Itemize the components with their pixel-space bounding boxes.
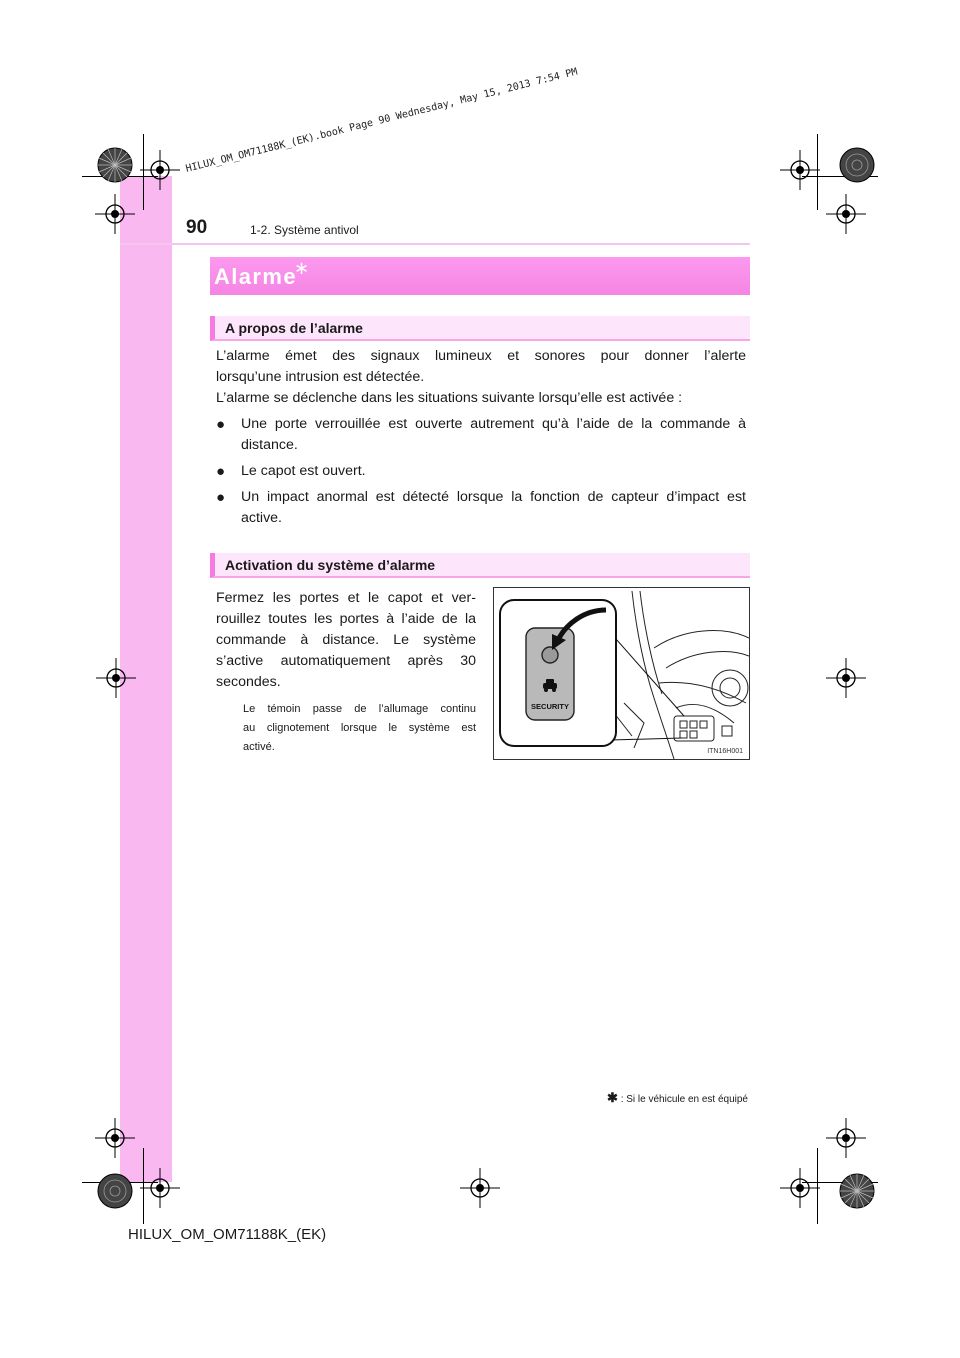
intro-line: lorsqu’une intrusion est détectée. [216, 369, 425, 385]
bullet-icon: ● [216, 416, 226, 433]
bullet-text: Une porte verrouillée est ouverte autrement qu’à l’aide de la commande à [241, 416, 746, 432]
crosshair-mark-icon [460, 1168, 500, 1208]
crosshair-mark-icon [780, 1168, 820, 1208]
body-line: rouillez toutes les portes à l’aide de la [216, 611, 476, 627]
crosshair-mark-icon [826, 658, 866, 698]
subhead-alarm-activation: Activation du système d’alarme [210, 553, 750, 578]
bullet-text: active. [241, 510, 283, 526]
title-bar [210, 257, 750, 295]
registration-target-icon [96, 146, 134, 184]
footnote-text: : Si le véhicule en est équipé [620, 1094, 748, 1105]
security-button-label: SECURITY [531, 702, 569, 711]
intro-line: L’alarme se déclenche dans les situations suivante lorsqu’elle est activée : [216, 390, 683, 406]
intro-line: L’alarme émet des signaux lumineux et sonores pour donner l’alerte [216, 348, 746, 364]
asterisk-icon: ✱ [607, 1090, 618, 1105]
subhead-about-alarm: A propos de l’alarme [210, 316, 750, 341]
registration-target-icon [838, 146, 876, 184]
registration-target-icon [96, 1172, 134, 1210]
dashboard-illustration [494, 588, 749, 759]
book-info-stamp: HILUX_OM_OM71188K_(EK).book Page 90 Wednesday, May 15, 2013 7:54 PM [184, 66, 579, 175]
section-header: 1-2. Système antivol [250, 223, 359, 237]
crosshair-mark-icon [826, 1118, 866, 1158]
note-line: Le témoin passe de l’allumage continu [243, 703, 476, 715]
registration-target-icon [838, 1172, 876, 1210]
bullet-icon: ● [216, 489, 226, 506]
crosshair-mark-icon [780, 150, 820, 190]
body-line: commande à distance. Le système [216, 632, 476, 648]
equipment-asterisk: ∗ [294, 258, 310, 278]
note-line: au clignotement lorsque le système est [243, 722, 476, 734]
figure-code: ITN16H001 [707, 748, 743, 755]
body-line: s’active automatiquement après 30 [216, 653, 476, 669]
crosshair-mark-icon [96, 658, 136, 698]
footnote [607, 1090, 748, 1106]
header-rule [120, 243, 750, 245]
manual-reference: HILUX_OM_OM71188K_(EK) [128, 1226, 327, 1243]
body-line: secondes. [216, 674, 281, 690]
bullet-text: Un impact anormal est détecté lorsque la fonction de capteur d’impact est [241, 489, 746, 505]
crosshair-mark-icon [140, 1168, 180, 1208]
page-number: 90 [186, 217, 208, 238]
bullet-icon: ● [216, 463, 226, 480]
note-line: activé. [243, 741, 275, 753]
crosshair-mark-icon [140, 150, 180, 190]
security-indicator-figure [493, 587, 750, 760]
bullet-text: Le capot est ouvert. [241, 463, 366, 479]
crosshair-mark-icon [826, 194, 866, 234]
crosshair-mark-icon [95, 194, 135, 234]
crosshair-mark-icon [95, 1118, 135, 1158]
body-line: Fermez les portes et le capot et ver- [216, 590, 476, 606]
bullet-text: distance. [241, 437, 298, 453]
page-title: Alarme [214, 264, 297, 289]
